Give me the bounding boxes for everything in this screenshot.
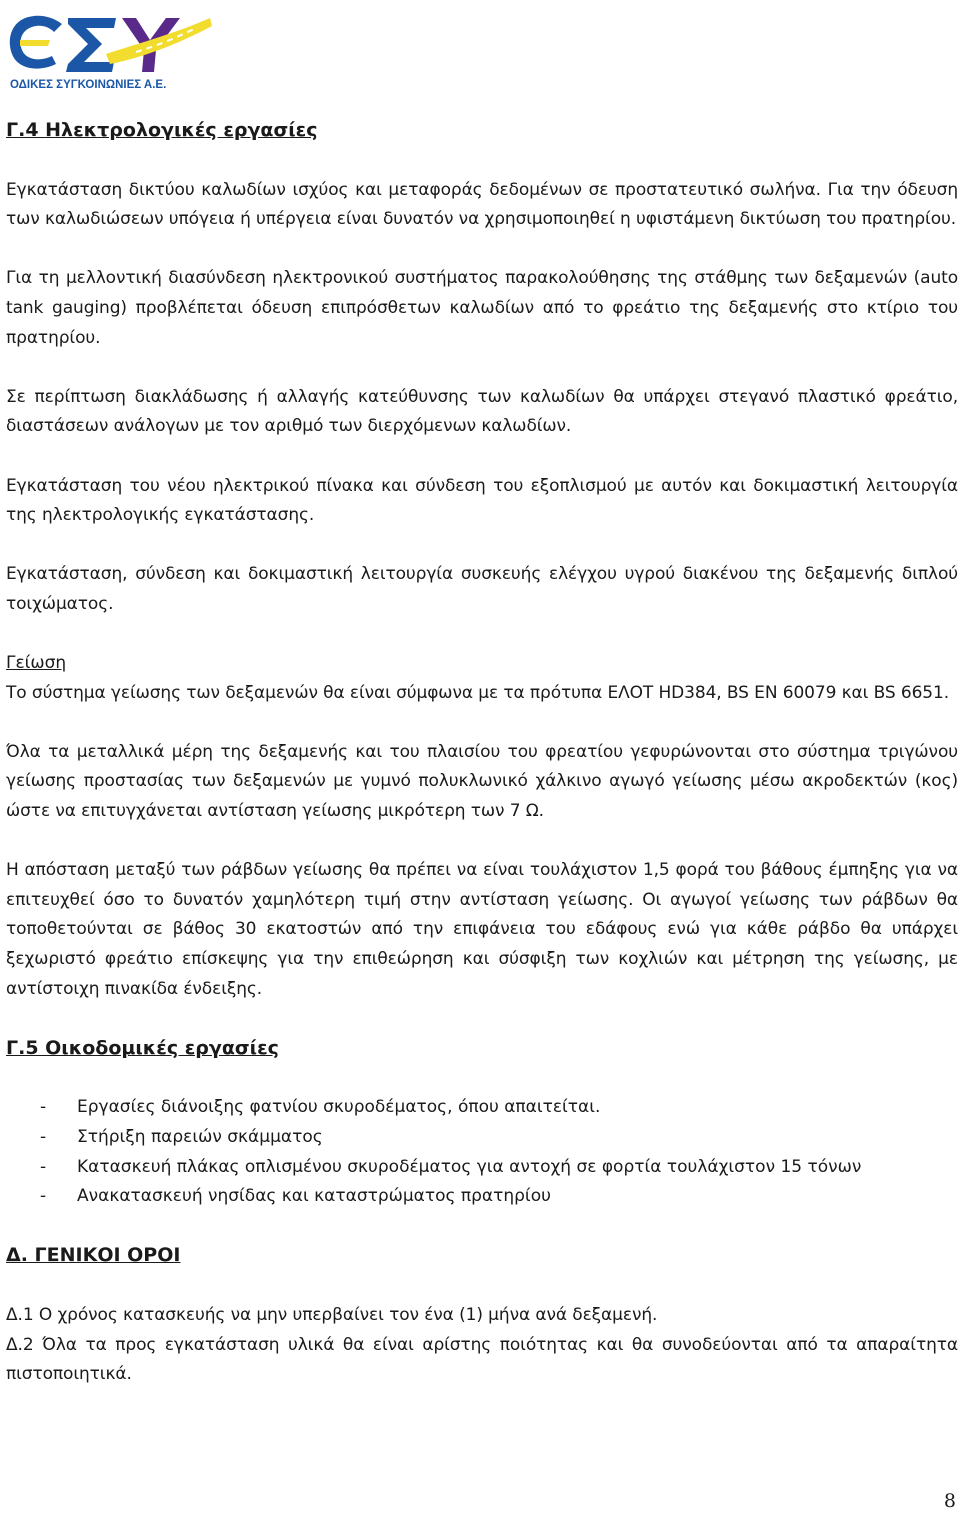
list-item-text: Στήριξη παρειών σκάμματος	[77, 1127, 323, 1147]
section-g4-title: Γ.4 Ηλεκτρολογικές εργασίες	[6, 119, 318, 141]
section-g5-title: Γ.5 Οικοδομικές εργασίες	[6, 1036, 279, 1059]
list-item-text: Εργασίες διάνοιξης φατνίου σκυροδέματος, όπου απαιτείται.	[77, 1097, 601, 1118]
bullet-marker: -	[40, 1156, 47, 1177]
company-logo	[6, 4, 212, 92]
grounding-subheading: Γείωση	[6, 653, 67, 674]
logo-text: ΟΔΙΚΕΣ ΣΥΓΚΟΙΝΩΝΙΕΣ Α.Ε.	[10, 79, 167, 91]
section-d-title: Δ. ΓΕΝΙΚΟΙ ΟΡΟΙ	[6, 1244, 181, 1267]
general-term-d1: Δ.1 Ο χρόνος κατασκευής να μην υπερβαίνει τον ένα (1) μήνα ανά δεξαμενή.	[6, 1304, 658, 1325]
paragraph: Η απόσταση μεταξύ των ράβδων γείωσης θα πρέπει να είναι τουλάχιστον 1,5 φορά του βάθους έμπηξης για να επιτευχθεί όσο το δυνατόν χαμηλότερη τιμή στην αντίσταση γείωσης. Οι αγωγοί γείωσης των ράβδων θα τοποθετούνται σε βάθος 30 εκατοστών από την επιφάνεια του εδάφους ενώ για κάθε ράβδο θα υπάρχει ξεχωριστό φρεάτιο επίσκεψης για την επιθεώρηση και σύσφιξη των κοχλιών και μέτρηση της γείωσης, με αντίστοιχη πινακίδα ένδειξης.	[6, 860, 958, 999]
page-number: 8	[943, 1490, 956, 1512]
paragraph: Το σύστημα γείωσης των δεξαμενών θα είναι σύμφωνα με τα πρότυπα ΕΛΟΤ HD384, BS EN 60079 και BS 6651.	[6, 682, 950, 703]
paragraph: Όλα τα μεταλλικά μέρη της δεξαμενής και του πλαισίου του φρεατίου γεφυρώνονται στο σύστημα τριγώνου γείωσης προστασίας των δεξαμενών με γυμνό πολυκλωνικό χάλκινο αγωγό γείωσης μέσω ακροδεκτών (κος) ώστε να επιτυγχάνεται αντίσταση γείωσης μικρότερη των 7 Ω.	[6, 741, 958, 822]
work-items-list	[6, 1093, 958, 1211]
list-item-text: Κατασκευή πλάκας οπλισμένου σκυροδέματος για αντοχή σε φορτία τουλάχιστον 15 τόνων	[77, 1156, 862, 1177]
paragraph: Εγκατάσταση του νέου ηλεκτρικού πίνακα και σύνδεση του εξοπλισμού με αυτόν και δοκιμαστική λειτουργία της ηλεκτρολογικής εγκατάστασης.	[6, 475, 958, 526]
list-item	[6, 1123, 958, 1153]
document-body	[6, 116, 958, 1419]
bullet-marker: -	[40, 1097, 47, 1118]
general-term-d2: Δ.2 Όλα τα προς εγκατάσταση υλικά θα είναι αρίστης ποιότητας και θα συνοδεύονται από τα απαραίτητα πιστοποιητικά.	[6, 1334, 958, 1385]
list-item-text: Ανακατασκευή νησίδας και καταστρώματος πρατηρίου	[77, 1186, 551, 1207]
paragraph: Εγκατάσταση δικτύου καλωδίων ισχύος και μεταφοράς δεδομένων σε προστατευτικό σωλήνα. Για την όδευση των καλωδιώσεων υπόγεια ή υπέργεια είναι δυνατόν να χρησιμοποιηθεί η υφιστάμενη δικτύωση του πρατηρίου.	[6, 179, 958, 230]
paragraph: Σε περίπτωση διακλάδωσης ή αλλαγής κατεύθυνσης των καλωδίων θα υπάρχει στεγανό πλαστικό φρεάτιο, διαστάσεων ανάλογων με τον αριθμό των διερχόμενων καλωδίων.	[6, 386, 958, 437]
list-item	[6, 1182, 958, 1212]
bullet-marker: -	[40, 1127, 47, 1147]
list-item	[6, 1093, 958, 1123]
list-item	[6, 1153, 958, 1183]
paragraph: Εγκατάσταση, σύνδεση και δοκιμαστική λειτουργία συσκευής ελέγχου υγρού διακένου της δεξαμενής διπλού τοιχώματος.	[6, 564, 958, 614]
bullet-marker: -	[40, 1186, 47, 1207]
paragraph: Για τη μελλοντική διασύνδεση ηλεκτρονικού συστήματος παρακολούθησης της στάθμης των δεξαμενών (auto tank gauging) προβλέπεται όδευση επιπρόσθετων καλωδίων από το φρεάτιο της δεξαμενής στο κτίριο του πρατηρίου.	[6, 268, 958, 348]
